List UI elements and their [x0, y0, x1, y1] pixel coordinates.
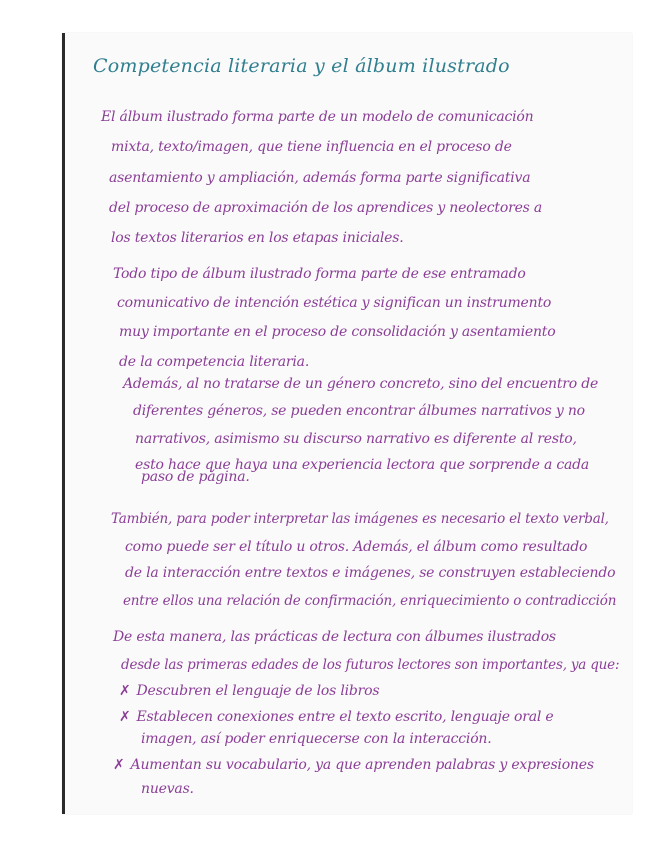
text-line: los textos literarios en los etapas iniciales. [111, 230, 404, 246]
text-line: esto hace que haya una experiencia lectora que sorprende a cada [135, 457, 590, 473]
text-line: muy importante en el proceso de consolidación y asentamiento [119, 324, 556, 340]
text-line: como puede ser el título u otros. Además, el álbum como resultado [125, 539, 588, 555]
bullet-continuation: nuevas. [141, 781, 194, 797]
bullet-text: Descubren el lenguaje de los libros [136, 683, 380, 699]
text-line: mixta, texto/imagen, que tiene influencia en el proceso de [111, 139, 512, 155]
cross-bullet-icon: ✗ [113, 757, 125, 773]
text-line: de la interacción entre textos e imágenes, se construyen estableciendo [125, 565, 616, 581]
bullet-continuation: imagen, así poder enriquecerse con la interacción. [141, 731, 492, 747]
cross-bullet-icon: ✗ [119, 709, 131, 725]
text-line: Todo tipo de álbum ilustrado forma parte de ese entramado [113, 266, 526, 282]
bullet-text: Aumentan su vocabulario, ya que aprenden palabras y expresiones [130, 757, 594, 773]
text-line: El álbum ilustrado forma parte de un modelo de comunicación [101, 109, 534, 125]
page-title: Competencia literaria y el álbum ilustrado [93, 55, 510, 77]
text-line: diferentes géneros, se pueden encontrar álbumes narrativos y no [133, 403, 585, 419]
notebook-page [62, 33, 632, 814]
text-line: asentamiento y ampliación, además forma parte significativa [109, 170, 531, 186]
text-line: De esta manera, las prácticas de lectura con álbumes ilustrados [113, 629, 556, 645]
bullet-item [119, 709, 554, 725]
text-line: comunicativo de intención estética y significan un instrumento [117, 295, 552, 311]
text-line: entre ellos una relación de confirmación, enriquecimiento o contradicción [123, 593, 617, 609]
text-line: del proceso de aproximación de los aprendices y neolectores a [109, 200, 543, 216]
text-line: Además, al no tratarse de un género concreto, sino del encuentro de [123, 376, 599, 392]
text-line: de la competencia literaria. [119, 354, 310, 370]
text-line: desde las primeras edades de los futuros lectores son importantes, ya que: [121, 657, 620, 673]
bullet-item [119, 683, 379, 699]
text-line: narrativos, asimismo su discurso narrativo es diferente al resto, [135, 431, 577, 447]
text-line: También, para poder interpretar las imágenes es necesario el texto verbal, [111, 511, 609, 527]
text-line: paso de página. [141, 469, 250, 485]
bullet-item [113, 757, 594, 773]
bullet-text: Establecen conexiones entre el texto escrito, lenguaje oral e [136, 709, 554, 725]
cross-bullet-icon: ✗ [119, 683, 131, 699]
